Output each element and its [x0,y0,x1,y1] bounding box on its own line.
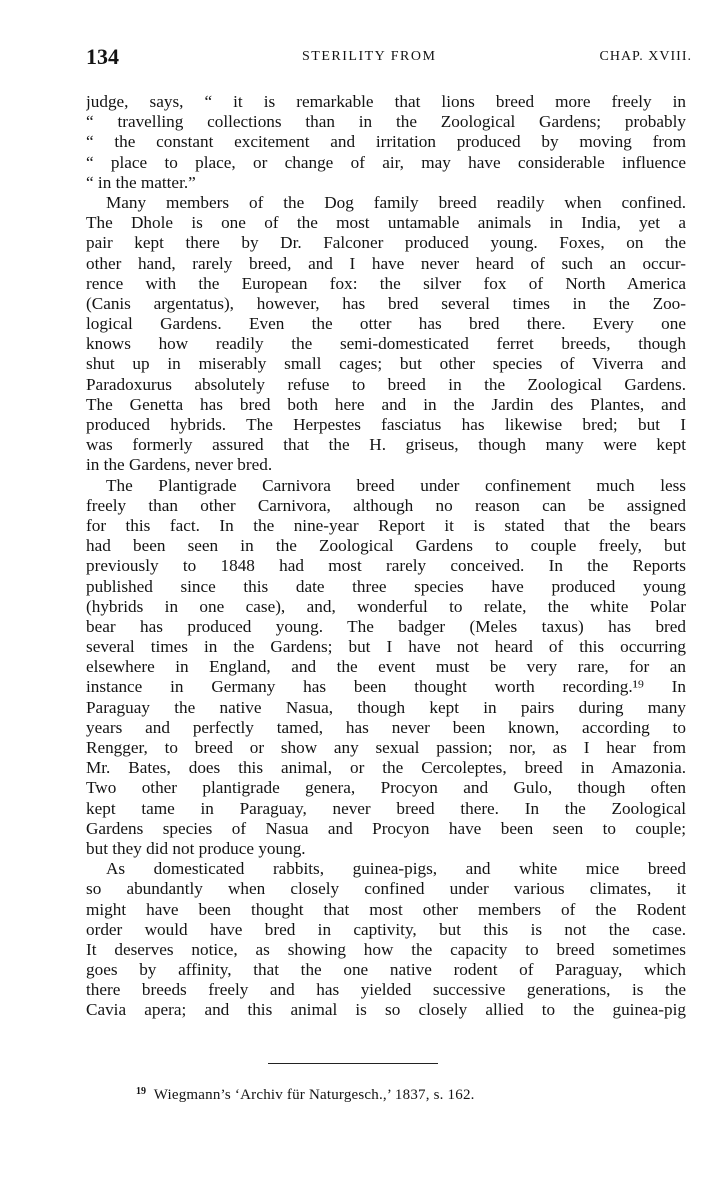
text-line: Paradoxurus absolutely refuse to breed in the Zoological Gardens. [86,374,686,394]
text-line: rence with the European fox: the silver fox of North America [86,273,686,293]
text-line: Mr. Bates, does this animal, or the Cercoleptes, breed in Amazonia. [86,758,686,778]
text-line: logical Gardens. Even the otter has bred there. Every one [86,314,686,334]
text-line: produced hybrids. The Herpestes fasciatus has likewise bred; but I [86,415,686,434]
text-line: As domesticated rabbits, guinea-pigs, and white mice breed [106,859,686,879]
text-line: Paraguay the native Nasua, though kept in pairs during many [86,697,686,717]
text-line: Many members of the Dog family breed readily when confined. [106,192,686,212]
text-line: Two other plantigrade genera, Procyon and Gulo, though often [86,778,686,798]
chapter-label: CHAP. XVIII. [599,49,692,64]
text-line: bear has produced young. The badger (Meles taxus) has bred [86,616,686,636]
text-line: The Dhole is one of the most untamable animals in India, yet a [86,213,686,233]
footnote-marker: 19 [136,1086,146,1097]
text-line: Rengger, to breed or show any sexual passion; nor, as I hear from [86,738,686,757]
text-line: (hybrids in one case), and, wonderful to relate, the white Polar [86,596,686,616]
text-line: “ the constant excitement and irritation produced by moving from [86,132,686,152]
footnote-rule [268,1063,438,1064]
body-text [86,92,686,1021]
footnote [136,1086,636,1104]
text-line: “ travelling collections than in the Zoological Gardens; probably [86,112,686,132]
text-line: Cavia apera; and this animal is so closely allied to the guinea-pig [86,1000,686,1020]
text-line: judge, says, “ it is remarkable that lions breed more freely in [86,92,686,111]
text-line: The Plantigrade Carnivora breed under confinement much less [106,475,686,495]
text-line: “ in the matter.” [86,172,196,192]
text-line: so abundantly when closely confined under various climates, it [86,879,686,899]
text-line: shut up in miserably small cages; but other species of Viverra and [86,354,686,374]
text-line: It deserves notice, as showing how the capacity to breed sometimes [86,939,686,959]
footnote-text: Wiegmann’s ‘Archiv für Naturgesch.,’ 1837, s. 162. [153,1087,475,1103]
text-line: order would have bred in captivity, but this is not the case. [86,919,686,939]
text-line: previously to 1848 had most rarely conceived. In the Reports [86,556,686,576]
text-line: published since this date three species have produced young [86,576,686,596]
text-line: had been seen in the Zoological Gardens to couple freely, but [86,536,686,556]
page-header [86,44,692,74]
text-line: pair kept there by Dr. Falconer produced young. Foxes, on the [86,233,686,253]
page-number: 134 [86,44,119,69]
text-line: for this fact. In the nine-year Report it is stated that the bears [86,515,686,535]
text-line: Gardens species of Nasua and Procyon have been seen to couple; [86,818,686,838]
running-title: STERILITY FROM [302,49,437,64]
text-line: instance in Germany has been thought worth recording.¹⁹ In [86,677,686,697]
text-line: elsewhere in England, and the event must be very rare, for an [86,657,686,677]
text-line: (Canis argentatus), however, has bred several times in the Zoo- [86,293,686,313]
text-line: other hand, rarely breed, and I have never heard of such an occur- [86,253,686,273]
text-line: knows how readily the semi-domesticated ferret breeds, though [86,334,686,354]
text-line: there breeds freely and has yielded successive generations, is the [86,980,686,1000]
text-line: years and perfectly tamed, has never been known, according to [86,717,686,737]
text-line: several times in the Gardens; but I have not heard of this occurring [86,637,686,657]
text-line: in the Gardens, never bred. [86,455,273,475]
text-line: was formerly assured that the H. griseus, though many were kept [86,435,686,455]
text-line: but they did not produce young. [86,838,306,858]
text-line: goes by affinity, that the one native rodent of Paraguay, which [86,960,686,980]
text-line: kept tame in Paraguay, never breed there. In the Zoological [86,798,686,818]
text-line: freely than other Carnivora, although no reason can be assigned [86,495,686,515]
text-line: “ place to place, or change of air, may have considerable influence [86,152,686,172]
text-line: might have been thought that most other members of the Rodent [86,899,686,919]
text-line: The Genetta has bred both here and in the Jardin des Plantes, and [86,394,686,414]
